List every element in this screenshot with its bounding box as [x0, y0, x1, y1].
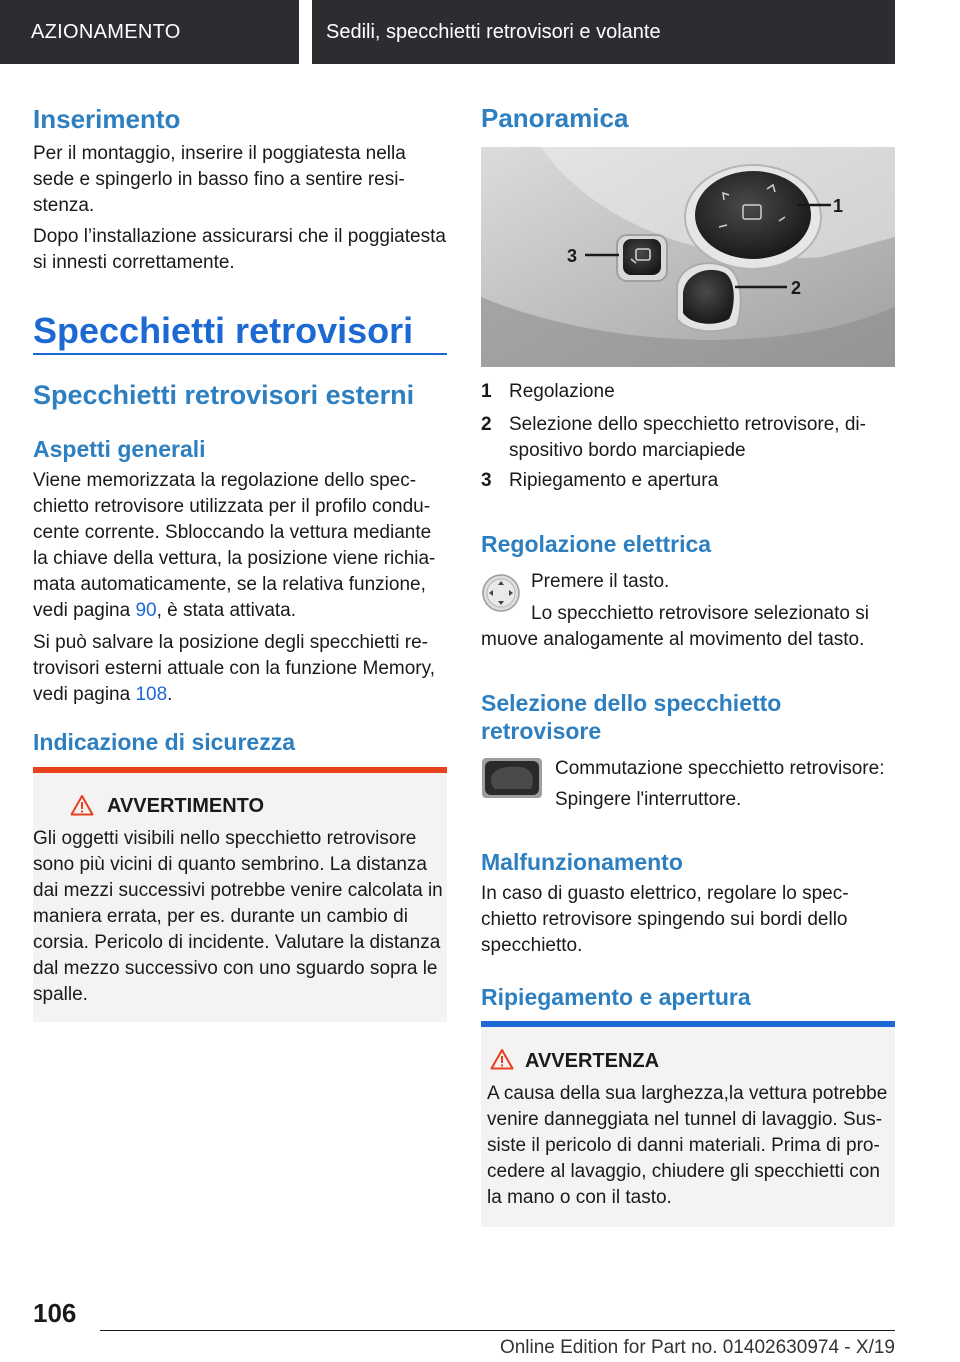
- inserimento-paragraph-1: Per il montaggio, inserire il poggiatesta nella sede e spingerlo in basso fino a sentire resi-stenza.: [33, 143, 406, 216]
- legend-number-2: 2: [481, 414, 492, 435]
- section-tab: AZIONAMENTO: [0, 0, 299, 64]
- malfunzionamento-paragraph: In caso di guasto elettrico, regolare lo spec-chietto retrovisore spingendo sui bordi dello specchietto.: [481, 883, 849, 956]
- image-label-3: 3: [567, 246, 578, 266]
- inserimento-heading: Inserimento: [33, 104, 181, 134]
- legend-text-2: Selezione dello specchietto retrovisore, di-spositivo bordo marciapiede: [509, 414, 866, 461]
- page-number: 106: [33, 1298, 77, 1328]
- page-header: [0, 0, 960, 64]
- mirror-controls-image: [481, 147, 895, 367]
- selezione-paragraph-2: Spingere l'interruttore.: [555, 789, 742, 810]
- warning-triangle-icon: [70, 794, 94, 816]
- chapter-tab: Sedili, specchietti retrovisori e volante: [312, 0, 895, 64]
- heading-rule: [33, 353, 447, 355]
- panoramica-heading: Panoramica: [481, 103, 629, 133]
- inserimento-paragraph-2: Dopo l’installazione assicurarsi che il poggiatesta si innesti correttamente.: [33, 226, 446, 273]
- notice-box: [481, 1021, 895, 1227]
- footer-rule: [100, 1330, 895, 1331]
- legend-text-1: Regolazione: [509, 381, 615, 402]
- selezione-paragraph-1: Commutazione specchietto retrovisore:: [555, 758, 885, 779]
- notice-title: AVVERTENZA: [525, 1050, 660, 1072]
- aspetti-paragraph-1: [33, 468, 438, 624]
- ripiegamento-heading: Ripiegamento e apertura: [481, 984, 751, 1010]
- memory-text: Si può salvare la posizione degli specchietti re-trovisori esterni attuale con la funzione Memory, vedi pagina: [33, 632, 435, 705]
- warning-text: Gli oggetti visibili nello specchietto retrovisore sono più vicini di quanto sembrino. La distanza dai mezzi successivi potrebbe venire calcolata in maniera errata, per es. durante un cambio di corsia. Pericolo di incidente. Valutare la distanza dal mezzo successivo con uno sguardo sopra le spalle.: [33, 828, 443, 1005]
- esterni-heading: Specchietti retrovisori esterni: [33, 380, 415, 410]
- notice-text: A causa della sua larghezza,la vettura potrebbe venire danneggiata nel tunnel di lavaggio. Sus-siste il pericolo di danni materiali. Prima di pro-cedere al lavaggio, chiudere gli specchietti con la mano o con il tasto.: [487, 1083, 888, 1208]
- aspetti-text: Viene memorizzata la regolazione dello spec-chietto retrovisore utilizzata per il profilo condu-cente corrente. Sbloccando la vettura mediante la chiave della vettura, la posizione viene richia-mata automaticamente, se la relativa funzione, vedi pagina: [33, 470, 436, 621]
- sicurezza-heading: Indicazione di sicurezza: [33, 729, 296, 755]
- regolazione-paragraph-1: Premere il tasto.: [531, 571, 670, 592]
- warning-bar: [33, 767, 447, 773]
- page-link-90[interactable]: 90: [135, 600, 157, 621]
- regolazione-paragraph-2: Lo specchietto retrovisore selezionato si muove analogamente al movimento del tasto.: [481, 603, 869, 650]
- edition-text: Online Edition for Part no. 01402630974 - X/19: [499, 1337, 895, 1358]
- aspetti-heading: Aspetti generali: [33, 436, 206, 462]
- warning-title: AVVERTIMENTO: [107, 795, 265, 817]
- specchietti-heading: Specchietti retrovisori: [33, 310, 414, 351]
- legend-text-3: Ripiegamento e apertura: [509, 470, 719, 491]
- page-link-108[interactable]: 108: [135, 684, 168, 705]
- image-label-1: 1: [833, 196, 844, 216]
- regolazione-heading: Regolazione elettrica: [481, 531, 712, 557]
- legend-number-1: 1: [481, 381, 492, 402]
- notice-bar: [481, 1021, 895, 1027]
- image-label-2: 2: [791, 278, 802, 298]
- warning-box: [33, 767, 447, 1022]
- memory-text-end: .: [167, 684, 173, 705]
- aspetti-text-end: , è stata attivata.: [156, 600, 297, 621]
- mirror-selector-switch-icon: [481, 757, 543, 799]
- malfunzionamento-heading: Malfunzionamento: [481, 849, 683, 875]
- warning-triangle-icon: [490, 1048, 514, 1070]
- selezione-heading: Selezione dello specchietto retrovisore: [481, 690, 782, 744]
- legend-number-3: 3: [481, 470, 492, 491]
- aspetti-paragraph-2: [33, 630, 447, 708]
